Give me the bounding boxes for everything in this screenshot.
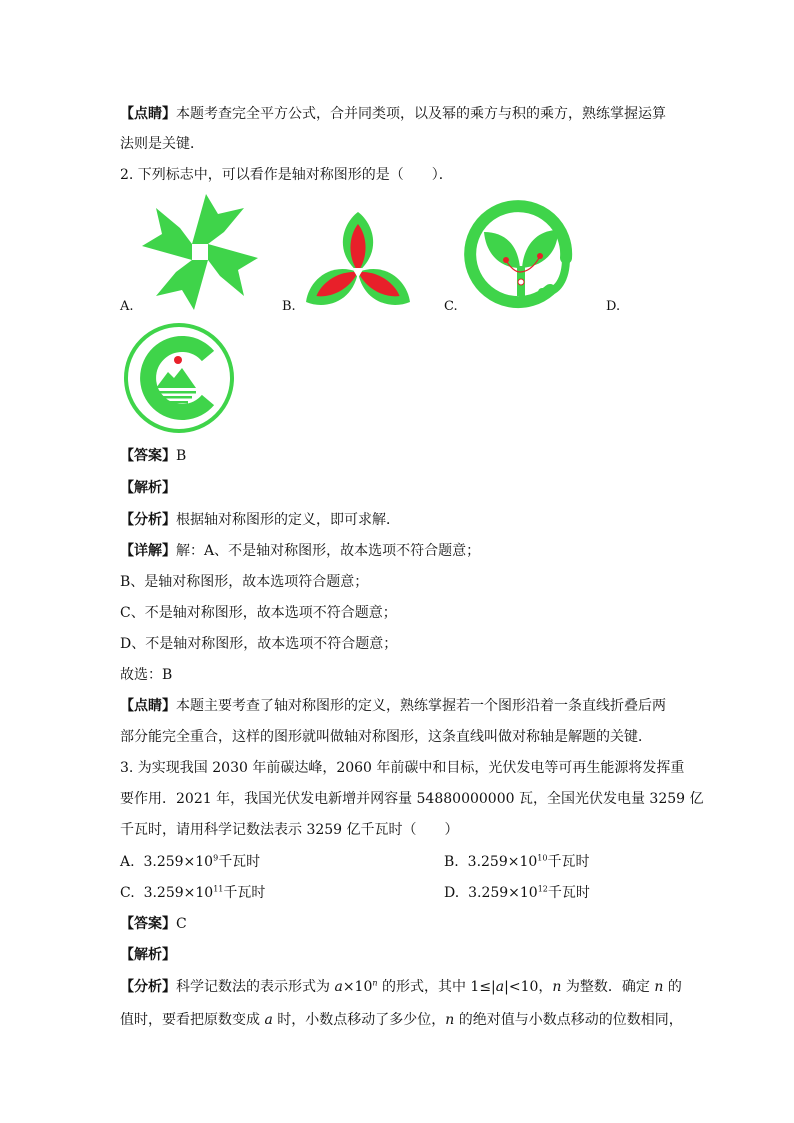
q3-fenxi-var-a2: a bbox=[495, 979, 505, 995]
q3-option-c-unit: 千瓦时 bbox=[223, 885, 266, 901]
q2-tip-line-2: 部分能完全重合，这样的图形就叫做轴对称图形，这条直线叫做对称轴是解题的关键． bbox=[120, 729, 652, 745]
q3-stem-line-2: 要作用．2021 年，我国光伏发电新增并网容量 54880000000 瓦，全国光伏发电量 3259 亿 bbox=[120, 791, 704, 807]
q3-fenxi-var-a: a bbox=[334, 979, 343, 995]
q3-fenxi-text-1f: 的 bbox=[663, 979, 682, 995]
q2-fenxi-text: 根据轴对称图形的定义，即可求解． bbox=[176, 512, 400, 528]
q3-fenxi-line-1 bbox=[120, 977, 682, 997]
q2-tip-line-1 bbox=[120, 696, 666, 716]
q3-fenxi-var-n4: n bbox=[445, 1012, 455, 1028]
q2-answer bbox=[120, 446, 186, 466]
logo-c-sprout-icon bbox=[462, 198, 582, 312]
q2-analysis-tag: 【解析】 bbox=[120, 480, 176, 496]
q3-fenxi-text-1a: 科学记数法的表示形式为 bbox=[176, 979, 335, 995]
q3-fenxi-var-n3: n bbox=[654, 979, 664, 995]
q1-tip-tag: 【点睛】 bbox=[120, 106, 176, 122]
q2-fenxi-tag: 【分析】 bbox=[120, 512, 176, 528]
q3-fenxi-text-2a: 值时，要看把原数变成 bbox=[120, 1012, 265, 1028]
q2-detail-line-2: B、是轴对称图形，故本选项符合题意； bbox=[120, 574, 369, 590]
q3-option-d-base: 3.259×10 bbox=[468, 885, 538, 901]
q3-fenxi-text-1c: 的形式，其中 1≤| bbox=[377, 979, 496, 995]
q3-stem-line-1: 3. 为实现我国 2030 年前碳达峰，2060 年前碳中和目标，光伏发电等可再生能源将发挥重 bbox=[120, 760, 685, 776]
q3-option-d-label: D. bbox=[444, 885, 460, 901]
q3-option-a-label: A. bbox=[120, 854, 135, 870]
q3-option-d bbox=[444, 883, 590, 903]
q3-option-c-base: 3.259×10 bbox=[143, 885, 214, 901]
q3-answer bbox=[120, 914, 187, 934]
q3-option-b-unit: 千瓦时 bbox=[547, 854, 590, 870]
q2-detail-tag: 【详解】 bbox=[120, 543, 176, 559]
q3-fenxi-tag: 【分析】 bbox=[120, 979, 176, 995]
q2-answer-value: B bbox=[176, 448, 187, 464]
q2-option-c: C. bbox=[444, 299, 458, 314]
q3-option-a-base: 3.259×10 bbox=[143, 854, 214, 870]
q2-tip-tag: 【点睛】 bbox=[120, 698, 176, 714]
logo-a-pinwheel-icon bbox=[140, 192, 260, 312]
q3-fenxi-text-2b: 时，小数点移动了多少位， bbox=[272, 1012, 446, 1028]
q3-option-d-exp: 12 bbox=[537, 884, 548, 894]
q3-option-b-label: B. bbox=[444, 854, 459, 870]
q3-option-a-exp: 9 bbox=[213, 853, 219, 863]
q2-detail-text: 解：A、不是轴对称图形，故本选项不符合题意； bbox=[176, 543, 481, 559]
q3-fenxi-var-n: n bbox=[372, 978, 378, 988]
q1-tip-line-1 bbox=[120, 104, 666, 124]
q3-answer-tag: 【答案】 bbox=[120, 916, 176, 932]
q3-option-a bbox=[120, 852, 260, 872]
q3-fenxi-line-2 bbox=[120, 1010, 683, 1030]
q3-option-b-exp: 10 bbox=[537, 853, 548, 863]
q3-option-a-unit: 千瓦时 bbox=[218, 854, 261, 870]
q3-option-b-base: 3.259×10 bbox=[467, 854, 538, 870]
q3-fenxi-text-1b: ×10 bbox=[342, 979, 373, 995]
q1-tip-line-2: 法则是关键． bbox=[120, 136, 204, 152]
q2-answer-tag: 【答案】 bbox=[120, 448, 176, 464]
q2-option-b: B. bbox=[282, 299, 296, 314]
q2-option-d: D. bbox=[606, 299, 621, 314]
q3-fenxi-var-a3: a bbox=[264, 1012, 273, 1028]
q2-detail-line-5: 故选：B bbox=[120, 667, 173, 683]
q3-fenxi-text-1e: 为整数．确定 bbox=[561, 979, 655, 995]
q3-fenxi-text-1d: |<10， bbox=[504, 979, 553, 995]
q3-option-b bbox=[444, 852, 589, 872]
logo-d-c-mountain-icon bbox=[122, 322, 236, 434]
q3-option-c bbox=[120, 883, 265, 903]
q3-fenxi-var-n2: n bbox=[552, 979, 562, 995]
q2-option-a: A. bbox=[120, 299, 134, 314]
q2-detail-line-4: D、不是轴对称图形，故本选项不符合题意； bbox=[120, 636, 398, 652]
q2-detail-line-3: C、不是轴对称图形，故本选项不符合题意； bbox=[120, 605, 397, 621]
q3-fenxi-text-2c: 的绝对值与小数点移动的位数相同， bbox=[454, 1012, 683, 1028]
q3-option-d-unit: 千瓦时 bbox=[547, 885, 590, 901]
q3-stem-line-3: 千瓦时，请用科学记数法表示 3259 亿千瓦时（ ） bbox=[120, 822, 459, 838]
q2-detail-line-1 bbox=[120, 541, 480, 561]
q2-stem: 2. 下列标志中，可以看作是轴对称图形的是（ ）． bbox=[120, 167, 453, 183]
q3-analysis-tag: 【解析】 bbox=[120, 947, 176, 963]
logo-b-trefoil-icon bbox=[302, 212, 414, 312]
q2-tip-text: 本题主要考查了轴对称图形的定义，熟练掌握若一个图形沿着一条直线折叠后两 bbox=[176, 698, 666, 714]
q1-tip-text: 本题考查完全平方公式，合并同类项，以及幂的乘方与积的乘方，熟练掌握运算 bbox=[176, 106, 666, 122]
q3-option-c-exp: 11 bbox=[213, 884, 224, 894]
q2-fenxi bbox=[120, 510, 400, 530]
q3-answer-value: C bbox=[176, 916, 187, 932]
q3-option-c-label: C. bbox=[120, 885, 135, 901]
